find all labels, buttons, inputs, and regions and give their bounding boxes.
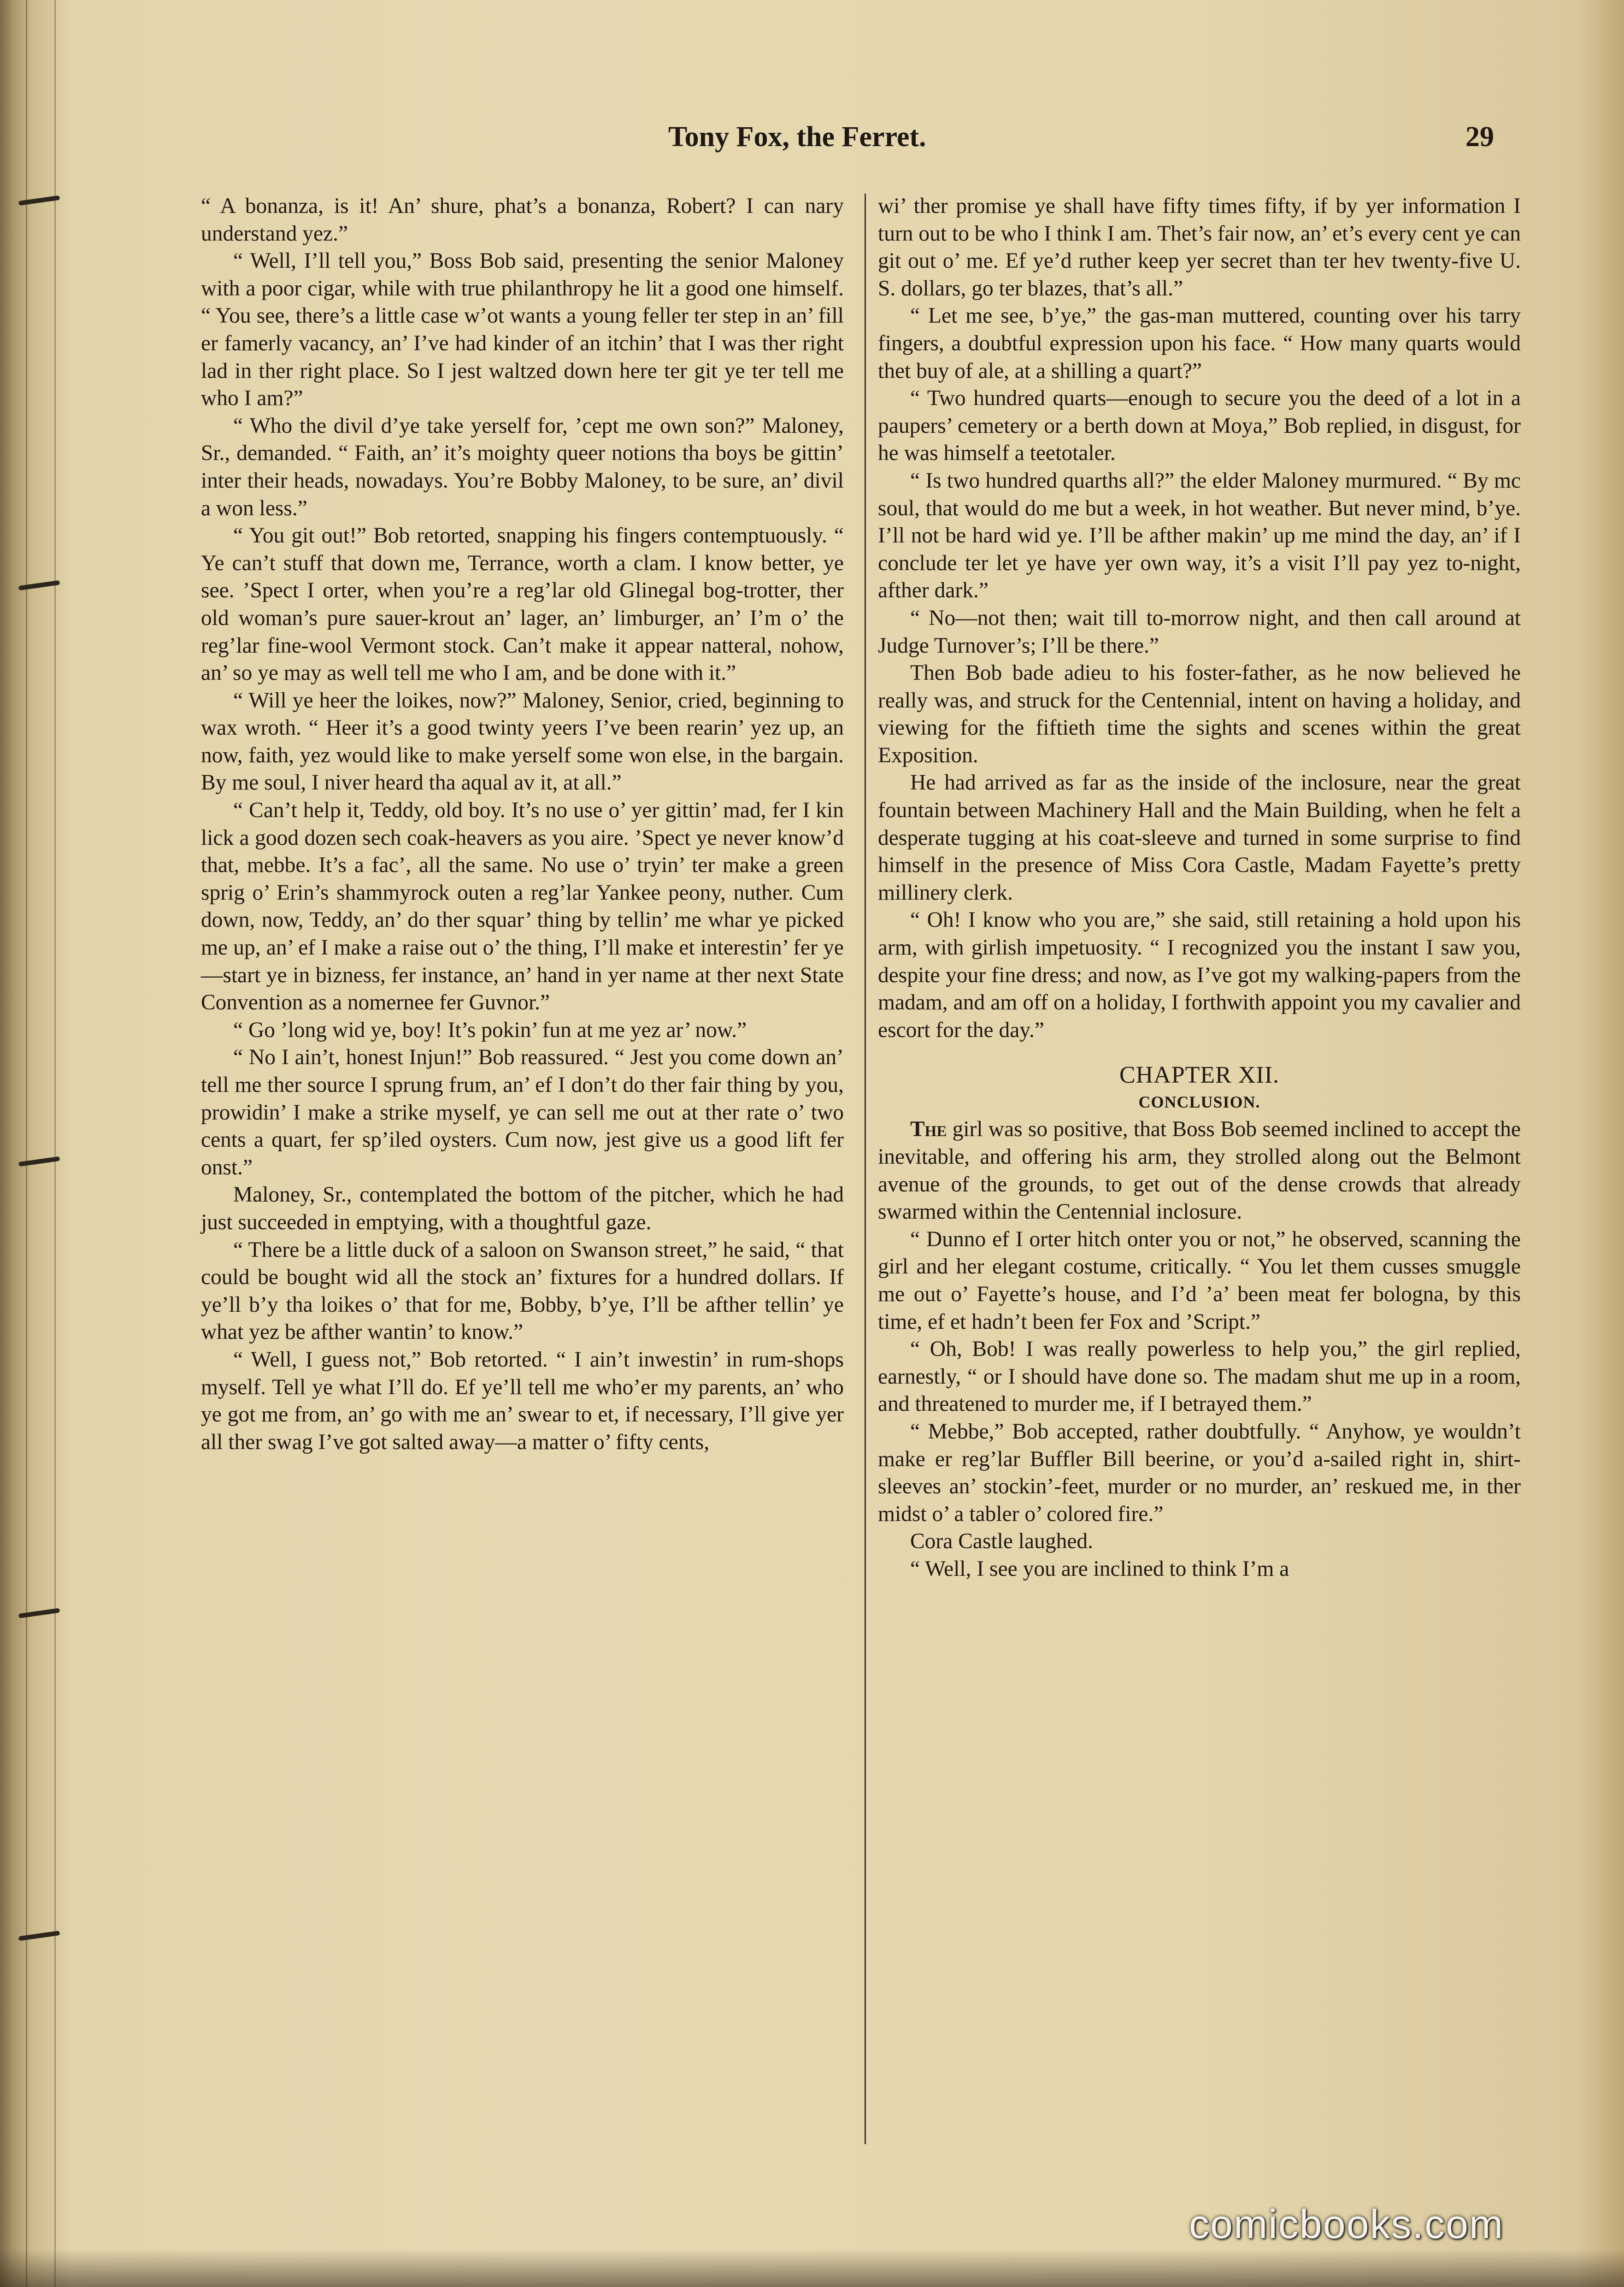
site-watermark: comicbooks.com xyxy=(1189,2201,1504,2247)
paragraph: “ Who the divil d’ye take yerself for, ’cept me own son?” Maloney, Sr., demanded. “ Faith, an’ it’s moighty queer notions tha boys be gittin’ inter their heads, nowadays. You’re Bobby Maloney, to be sure, an’ divil a won less.” xyxy=(201,413,844,520)
paragraph: “ There be a little duck of a saloon on Swanson street,” he said, “ that could be bought wid all the stock an’ fixtures for a hundred dollars. If ye’ll b’y tha loikes o’ that for me, Bobby, b’ye, I’ll be afther tellin’ ye what yez be afther wantin’ to know.” xyxy=(201,1238,844,1344)
paragraph: Maloney, Sr., contemplated the bottom of the pitcher, which he had just succeeded in emptying, with a thoughtful gaze. xyxy=(201,1183,844,1234)
paragraph: He had arrived as far as the inside of the inclosure, near the great fountain between Machinery Hall and the Main Building, when he felt a desperate tugging at his coat-sleeve and turned in some surprise to find himself in the presence of Miss Cora Castle, Madam Fayette’s pretty millinery clerk. xyxy=(878,771,1521,905)
running-title: Tony Fox, the Ferret. xyxy=(668,121,926,153)
lead-word: The xyxy=(910,1117,947,1142)
paragraph: “ Well, I guess not,” Bob retorted. “ I ain’t inwestin’ in rum-shops myself. Tell ye what I’ll do. Ef ye’ll tell me who’er my parents, an’ who ye got me from, an’ go with me an’ swear to et, if necessary, I’ll give yer all ther swag I’ve got salted away—a matter o’ fifty cents, xyxy=(201,1347,844,1454)
paragraph: “ Oh! I know who you are,” she said, still retaining a hold upon his arm, with girlish impetuosity. “ I recognized you the instant I saw you, despite your fine dress; and now, as I’ve got my walking-papers from the madam, and am off on a holiday, I forthwith appoint you my cavalier and escort for the day.” xyxy=(878,908,1521,1042)
paragraph: Cora Castle laughed. xyxy=(910,1529,1094,1554)
paragraph: “ No I ain’t, honest Injun!” Bob reassured. “ Jest you come down an’ tell me ther source I sprung frum, an’ ef I don’t do ther fair thing by you, prowidin’ I make a strike myself, ye can sell me out at ther rate o’ two cents a quart, fer sp’iled oysters. Cum now, jest give us a good lift fer onst.” xyxy=(201,1045,844,1179)
paragraph: “ Two hundred quarts—enough to secure you the deed of a lot in a paupers’ cemetery or a berth down at Moya,” Bob replied, in disgust, for he was himself a teetotaler. xyxy=(878,386,1521,466)
paragraph: “ Go ’long wid ye, boy! It’s pokin’ fun at me yez ar’ now.” xyxy=(233,1018,747,1042)
paragraph: “ Can’t help it, Teddy, old boy. It’s no use o’ yer gittin’ mad, fer I kin lick a good dozen sech coak-heavers as you aire. ’Spect ye never know’d that, mebbe. It’s a fac’, all the same. No use o’ tryin’ ter make a green sprig o’ Erin’s shammyrock outen a reg’lar Yankee peony, nuther. Cum down, now, Teddy, an’ do ther squar’ thing by tellin’ me whar ye picked me up, an’ ef I make a raise out o’ the thing, I’ll make et interestin’ fer ye—start ye in bizness, fer instance, an’ hand in yer name at ther next State Convention as a nomernee fer Guvnor.” xyxy=(201,798,844,1015)
column-divider xyxy=(865,194,866,2144)
chapter-opening-paragraph xyxy=(878,1116,1521,1226)
paragraph: “ Dunno ef I orter hitch onter you or not,” he observed, scanning the girl and her elegant costume, critically. “ You let them cusses smuggle me out o’ Fayette’s house, and I’d ’a’ been meat fer bologna, by this time, ef et hadn’t been fer Fox and ’Script.” xyxy=(878,1227,1521,1334)
paragraph: wi’ ther promise ye shall have fifty times fifty, if by yer information I turn out to be who I think I am. Thet’s fair now, an’ et’s every cent ye can git out o’ me. Ef ye’d ruther keep yer secret than ter hev twenty-five U. S. dollars, go ter blazes, that’s all.” xyxy=(878,194,1521,301)
paragraph: “ You git out!” Bob retorted, snapping his fingers contemptuously. “ Ye can’t stuff that down me, Terrance, worth a clam. I know better, ye see. ’Spect I orter, when you’re a reg’lar old Glinegal bog-trotter, ther old woman’s pure sauer-krout an’ lager, an’ limburger, an’ I’m o’ the reg’lar fine-wool Vermont stock. Can’t make it appear natteral, nohow, an’ so ye may as well tell me who I am, and be done with it.” xyxy=(201,524,844,685)
page-number: 29 xyxy=(1465,121,1494,153)
chapter-subheading: CONCLUSION. xyxy=(1138,1093,1260,1112)
chapter-heading: CHAPTER XII. xyxy=(1119,1062,1280,1089)
paragraph: “ Well, I’ll tell you,” Boss Bob said, presenting the senior Maloney with a poor cigar, while with true philanthropy he lit a good one himself. “ You see, there’s a little case w’ot wants a young feller ter step in an’ fill er famerly vacancy, an’ I’ve had kinder of an itchin’ that I was ther right lad in ther right place. So I jest waltzed down here ter git ye ter tell me who I am?” xyxy=(201,249,844,411)
left-column xyxy=(201,193,844,1456)
page-bottom-shadow xyxy=(0,2249,1624,2287)
paragraph: “ No—not then; wait till to-morrow night, and then call around at Judge Turnover’s; I’ll be there.” xyxy=(878,606,1521,658)
binding-fold-line xyxy=(54,0,56,2287)
paragraph: “ Is two hundred quarths all?” the elder Maloney murmured. “ By mc soul, that would do me but a week, in hot weather. But never mind, b’ye. I’ll not be hard wid ye. I’ll be afther makin’ up me mind the day, an’ if I conclude ter let ye have yer own way, it’s a visit I’ll pay yez to-night, afther dark.” xyxy=(878,468,1521,603)
opening-text: girl was so positive, that Boss Bob seemed inclined to accept the inevitable, and offering his arm, they strolled along out the Belmont avenue of the grounds, to get out of the dense crowds that already swarmed within the Centennial inclosure. xyxy=(878,1117,1521,1224)
paragraph: “ Mebbe,” Bob accepted, rather doubtfully. “ Anyhow, ye wouldn’t make er reg’lar Buffler Bill beerine, or you’d a-sailed right in, shirt-sleeves an’ stockin’-feet, murder or no murder, an’ reskued me, in ther midst o’ a tabler o’ colored fire.” xyxy=(878,1419,1521,1526)
binding-edge-line xyxy=(26,0,27,2287)
paragraph: Then Bob bade adieu to his foster-father, as he now believed he really was, and struck for the Centennial, intent on having a holiday, and viewing for the fiftieth time the sights and scenes within the great Exposition. xyxy=(878,661,1521,767)
paragraph: “ Will ye heer the loikes, now?” Maloney, Senior, cried, beginning to wax wroth. “ Heer it’s a good twinty yeers I’ve been rearin’ yez up, an now, faith, yez would like to make yerself some won else, in the bargain. By me soul, I niver heard tha aqual av it, at all.” xyxy=(201,688,844,795)
paragraph: “ Oh, Bob! I was really powerless to help you,” the girl replied, earnestly, “ or I should have done so. The madam shut me up in a room, and threatened to murder me, if I betrayed them.” xyxy=(878,1337,1521,1416)
paragraph: “ Well, I see you are inclined to think I’m a xyxy=(910,1556,1289,1581)
spine-binding xyxy=(0,0,69,2287)
paragraph: “ A bonanza, is it! An’ shure, phat’s a bonanza, Robert? I can nary understand yez.” xyxy=(201,194,844,246)
paragraph: “ Let me see, b’ye,” the gas-man muttered, counting over his tarry fingers, a doubtful expression upon his face. “ How many quarts would thet buy of ale, at a shilling a quart?” xyxy=(878,304,1521,383)
right-column xyxy=(878,193,1521,1583)
